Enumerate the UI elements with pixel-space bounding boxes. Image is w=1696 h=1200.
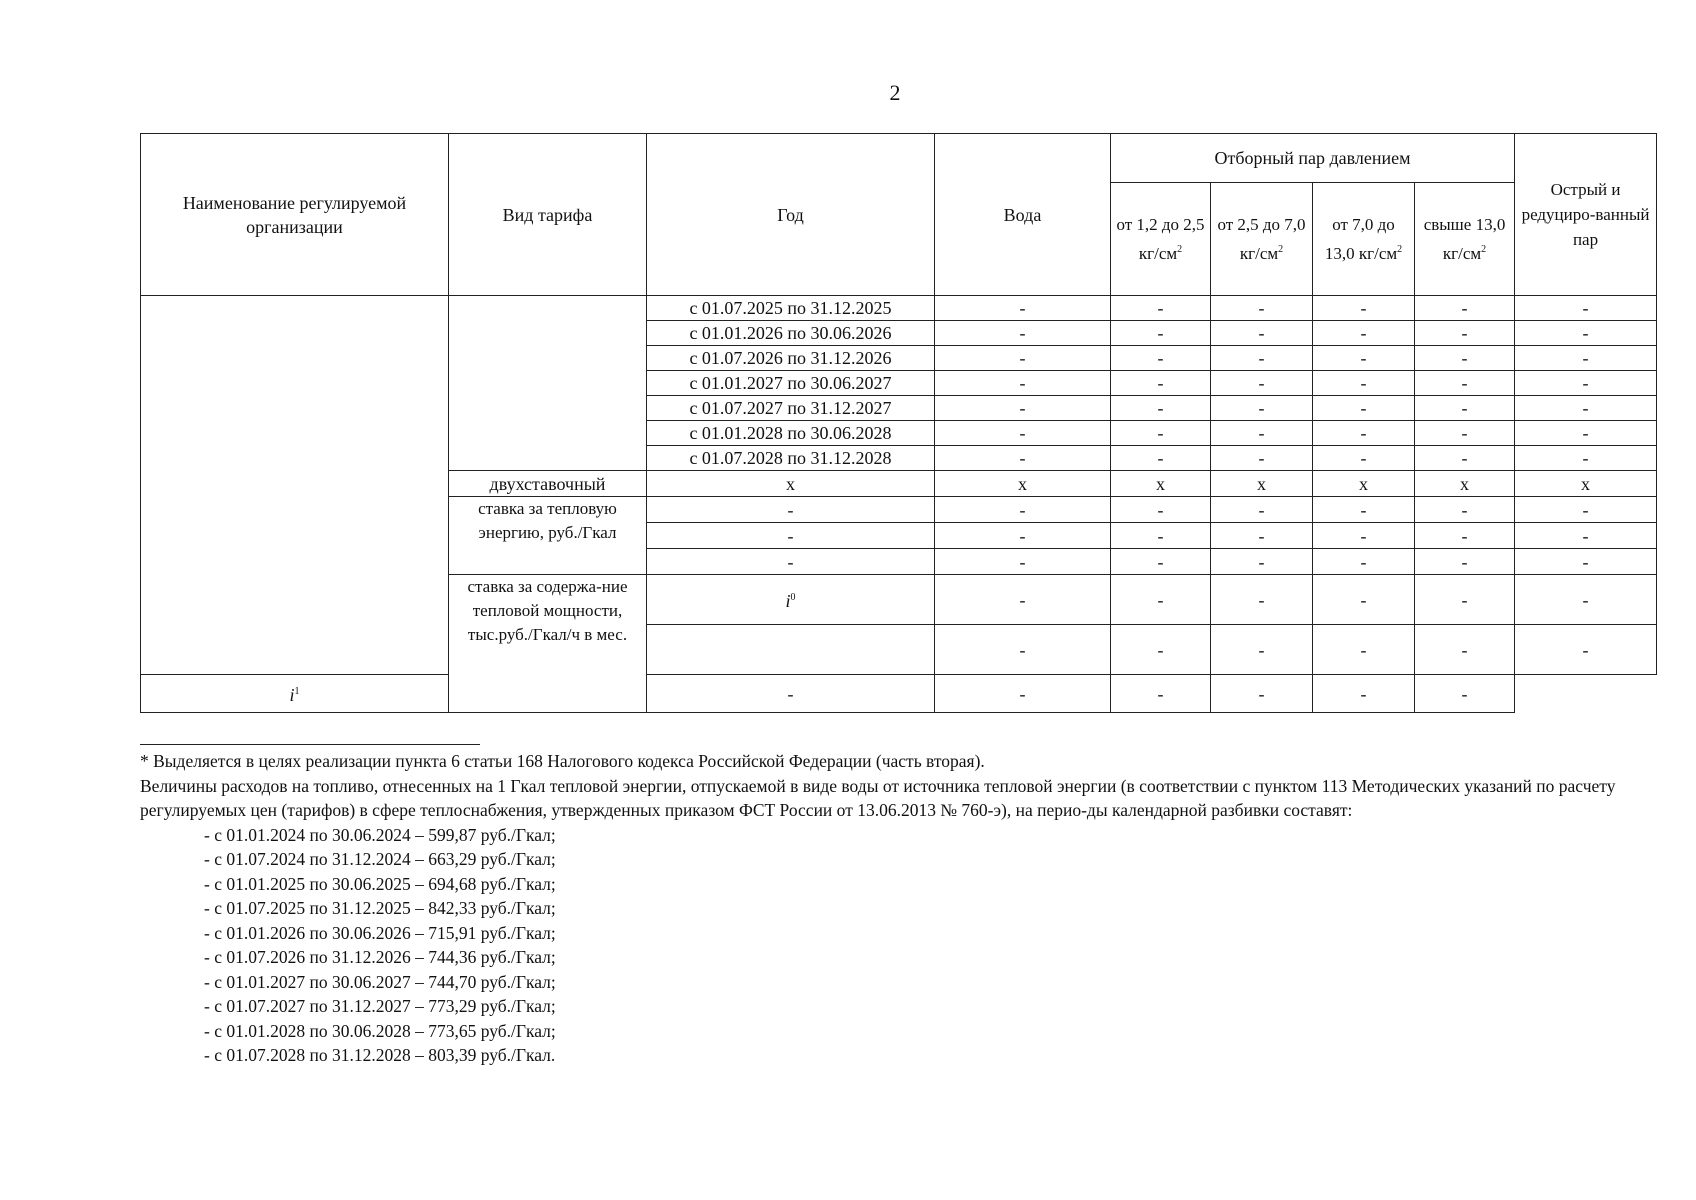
capacity-rate-label: ставка за содержа-ние тепловой мощности, тыс.руб./Гкал/ч в мес.	[449, 575, 647, 713]
value-cell: -	[1515, 296, 1657, 321]
header-pressure-3-label: от 7,0 до 13,0 кг/см	[1324, 215, 1398, 263]
value-cell: x	[935, 471, 1111, 497]
table-row	[141, 675, 1657, 713]
value-cell: -	[935, 321, 1111, 346]
value-cell: -	[1313, 625, 1415, 675]
value-cell: -	[1211, 446, 1313, 471]
value-cell: -	[1111, 675, 1211, 713]
header-organization: Наименование регулируемой организации	[141, 134, 449, 296]
value-cell: -	[1313, 575, 1415, 625]
header-pressure-4-label: свыше 13,0 кг/см	[1423, 215, 1506, 263]
header-extraction-steam: Отборный пар давлением	[1111, 134, 1515, 183]
value-cell: -	[1211, 396, 1313, 421]
value-cell: -	[1415, 371, 1515, 396]
value-cell: -	[1415, 575, 1515, 625]
year-cell: с 01.07.2028 по 31.12.2028	[647, 446, 935, 471]
value-cell: -	[1313, 675, 1415, 713]
year-index: i	[785, 591, 791, 611]
value-cell: -	[1515, 549, 1657, 575]
value-cell: -	[1211, 523, 1313, 549]
year-cell: x	[647, 471, 935, 497]
value-cell: -	[935, 446, 1111, 471]
value-cell: -	[1111, 371, 1211, 396]
header-pressure-2-label: от 2,5 до 7,0 кг/см	[1217, 215, 1306, 263]
year-cell: -	[647, 497, 935, 523]
year-index-sup: 1	[294, 686, 300, 697]
page-number: 2	[889, 80, 901, 105]
header-pressure-4	[1415, 183, 1515, 296]
header-water: Вода	[935, 134, 1111, 296]
two-part-label: двухставочный	[449, 471, 647, 497]
value-cell: -	[1111, 396, 1211, 421]
list-item: - с 01.07.2024 по 31.12.2024 – 663,29 руб./Гкал;	[204, 849, 556, 869]
energy-rate-label: ставка за тепловую энергию, руб./Гкал	[449, 497, 647, 575]
header-pressure-4-sup: 2	[1481, 244, 1487, 255]
value-cell: -	[1313, 346, 1415, 371]
header-pressure-1-sup: 2	[1177, 244, 1183, 255]
value-cell: -	[1111, 575, 1211, 625]
value-cell: -	[1415, 346, 1515, 371]
notes	[140, 744, 1660, 1068]
year-cell: -	[647, 523, 935, 549]
fuel-costs-paragraph: Величины расходов на топливо, отнесенных на 1 Гкал тепловой энергии, отпускаемой в виде воды от источника тепловой энергии (в соответствии с пунктом 113 Методических указаний по расчету регулируемых цен (тарифов) в сфере теплоснабжения, утвержденных приказом ФСТ России от 13.06.2013 № 760-э), на перио-ды календарной разбивки составят:	[140, 775, 1616, 820]
value-cell: -	[1111, 446, 1211, 471]
header-sharp-steam: Острый и редуциро-ванный пар	[1515, 134, 1657, 296]
value-cell: x	[1313, 471, 1415, 497]
value-cell: -	[1211, 346, 1313, 371]
list-item: - с 01.01.2025 по 30.06.2025 – 694,68 руб./Гкал;	[204, 873, 556, 894]
value-cell: -	[1211, 549, 1313, 575]
year-cell: с 01.01.2027 по 30.06.2027	[647, 371, 935, 396]
value-cell: -	[935, 675, 1111, 713]
value-cell: -	[1111, 421, 1211, 446]
value-cell: -	[1313, 296, 1415, 321]
value-cell: -	[1415, 497, 1515, 523]
year-cell	[141, 675, 449, 713]
value-cell: -	[1211, 421, 1313, 446]
value-cell: -	[1415, 446, 1515, 471]
value-cell: -	[1415, 549, 1515, 575]
value-cell: -	[1415, 625, 1515, 675]
list-item: - с 01.01.2026 по 30.06.2026 – 715,91 руб./Гкал;	[204, 922, 556, 943]
list-item: - с 01.07.2027 по 31.12.2027 – 773,29 руб./Гкал;	[204, 996, 556, 1016]
year-cell: с 01.07.2026 по 31.12.2026	[647, 346, 935, 371]
value-cell: -	[1313, 321, 1415, 346]
value-cell: -	[1211, 296, 1313, 321]
period-list	[204, 823, 1660, 1068]
value-cell: -	[1211, 675, 1313, 713]
value-cell: -	[1515, 446, 1657, 471]
year-cell: с 01.07.2027 по 31.12.2027	[647, 396, 935, 421]
value-cell: -	[1415, 421, 1515, 446]
value-cell: -	[1313, 446, 1415, 471]
value-cell: -	[1111, 497, 1211, 523]
header-pressure-1	[1111, 183, 1211, 296]
year-cell: -	[647, 549, 935, 575]
tariff-type-cell	[449, 296, 647, 471]
value-cell: -	[935, 523, 1111, 549]
year-cell	[647, 625, 935, 675]
header-tariff-type: Вид тарифа	[449, 134, 647, 296]
value-cell: -	[1111, 625, 1211, 675]
year-cell: с 01.01.2028 по 30.06.2028	[647, 421, 935, 446]
year-index-sup: 0	[790, 592, 796, 603]
value-cell: -	[1111, 346, 1211, 371]
header-pressure-2	[1211, 183, 1313, 296]
year-cell: с 01.07.2025 по 31.12.2025	[647, 296, 935, 321]
header-pressure-3	[1313, 183, 1415, 296]
value-cell: -	[1515, 625, 1657, 675]
value-cell: -	[1515, 523, 1657, 549]
value-cell: -	[935, 625, 1111, 675]
value-cell: -	[1415, 523, 1515, 549]
footnote: * Выделяется в целях реализации пункта 6 статьи 168 Налогового кодекса Российской Федерации (часть вторая).	[140, 751, 985, 771]
list-item: - с 01.07.2026 по 31.12.2026 – 744,36 руб./Гкал;	[204, 947, 556, 967]
value-cell: -	[935, 346, 1111, 371]
header-pressure-1-label: от 1,2 до 2,5 кг/см	[1116, 215, 1205, 263]
value-cell: -	[1415, 396, 1515, 421]
value-cell: -	[1313, 549, 1415, 575]
value-cell: -	[1515, 497, 1657, 523]
value-cell: -	[1211, 321, 1313, 346]
value-cell: -	[1415, 321, 1515, 346]
list-item: - с 01.01.2028 по 30.06.2028 – 773,65 руб./Гкал;	[204, 1020, 556, 1041]
value-cell: -	[1415, 675, 1515, 713]
list-item: - с 01.01.2027 по 30.06.2027 – 744,70 руб./Гкал;	[204, 971, 556, 992]
value-cell: -	[1111, 549, 1211, 575]
value-cell: -	[1211, 371, 1313, 396]
value-cell: x	[1515, 471, 1657, 497]
year-cell	[647, 575, 935, 625]
value-cell: x	[1211, 471, 1313, 497]
year-cell: с 01.01.2026 по 30.06.2026	[647, 321, 935, 346]
value-cell: -	[1515, 321, 1657, 346]
header-pressure-2-sup: 2	[1278, 244, 1284, 255]
value-cell: -	[1111, 296, 1211, 321]
value-cell: -	[935, 296, 1111, 321]
year-index: i	[289, 685, 295, 705]
value-cell: -	[935, 421, 1111, 446]
value-cell: -	[935, 371, 1111, 396]
value-cell: -	[1515, 371, 1657, 396]
value-cell: -	[1313, 371, 1415, 396]
value-cell: x	[1415, 471, 1515, 497]
value-cell: -	[935, 549, 1111, 575]
list-item: - с 01.01.2024 по 30.06.2024 – 599,87 руб./Гкал;	[204, 824, 556, 845]
value-cell: -	[1211, 497, 1313, 523]
value-cell: -	[935, 575, 1111, 625]
value-cell: -	[647, 675, 935, 713]
value-cell: -	[1515, 421, 1657, 446]
value-cell: -	[1211, 575, 1313, 625]
header-year: Год	[647, 134, 935, 296]
value-cell: -	[1515, 575, 1657, 625]
list-item: - с 01.07.2025 по 31.12.2025 – 842,33 руб./Гкал;	[204, 898, 556, 918]
footnote-rule	[140, 744, 480, 745]
value-cell: -	[1515, 396, 1657, 421]
list-item: - с 01.07.2028 по 31.12.2028 – 803,39 руб./Гкал.	[204, 1045, 556, 1065]
value-cell: -	[1313, 523, 1415, 549]
value-cell: -	[1415, 296, 1515, 321]
table-row	[141, 296, 1657, 321]
value-cell: -	[935, 497, 1111, 523]
value-cell: x	[1111, 471, 1211, 497]
value-cell: -	[1313, 396, 1415, 421]
header-pressure-3-sup: 2	[1397, 244, 1403, 255]
organization-cell	[141, 296, 449, 675]
value-cell: -	[1211, 625, 1313, 675]
value-cell: -	[1313, 421, 1415, 446]
tariff-table	[140, 133, 1657, 713]
value-cell: -	[1313, 497, 1415, 523]
value-cell: -	[935, 396, 1111, 421]
value-cell: -	[1515, 346, 1657, 371]
value-cell: -	[1111, 523, 1211, 549]
value-cell: -	[1111, 321, 1211, 346]
